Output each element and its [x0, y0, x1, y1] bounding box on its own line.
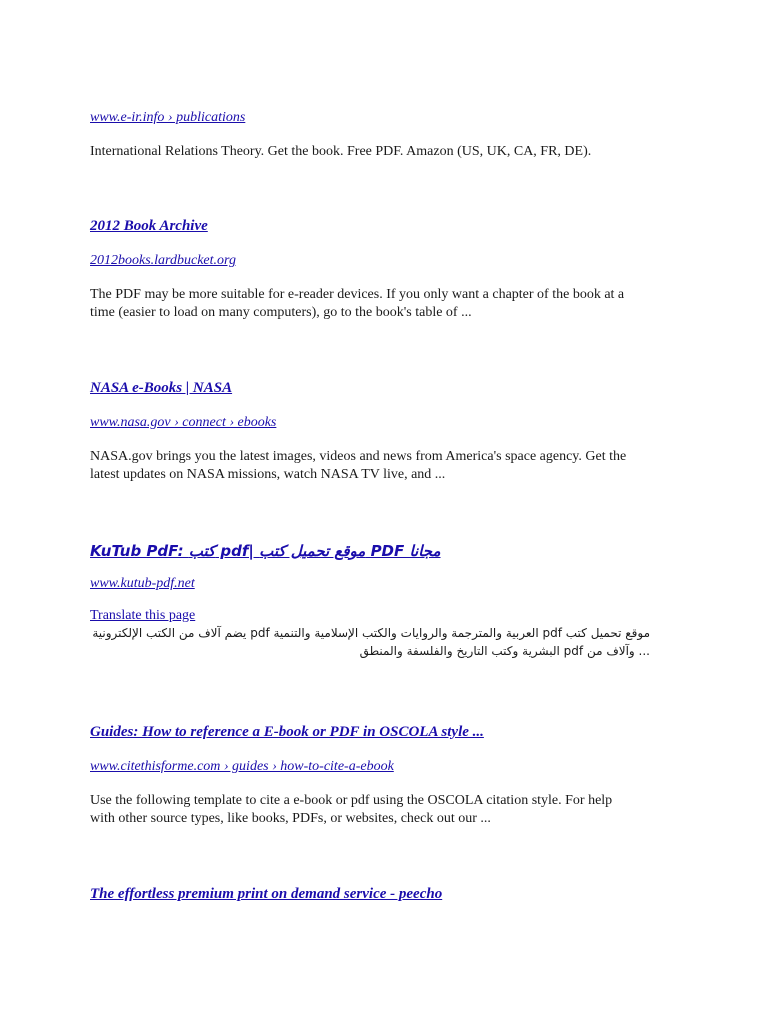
snippet-line: Use the following template to cite a e-book or pdf using the OSCOLA citation style. For help: [90, 793, 613, 808]
snippet-line: The PDF may be more suitable for e-reader devices. If you only want a chapter of the book at a: [90, 287, 625, 302]
result-snippet-arabic: [90, 624, 650, 660]
result-url[interactable]: www.e-ir.info › publications: [90, 110, 246, 125]
result-url[interactable]: www.nasa.gov › connect › ebooks: [90, 415, 277, 430]
snippet-line: موقع تحميل كتب pdf العربية والمترجمة والروايات والكتب الإسلامية والتنمية pdf يضم آلاف من الكتب الإلكترونية: [92, 626, 650, 640]
result-title-link[interactable]: KuTub PdF: كتب pdf| موقع تحميل كتب PDF مجانا: [90, 542, 441, 560]
result-snippet: [90, 448, 680, 484]
result-snippet: [90, 792, 680, 828]
result-url[interactable]: www.kutub-pdf.net: [90, 576, 195, 591]
snippet-line: time (easier to load on many computers), go to the book's table of ...: [90, 305, 472, 320]
snippet-line: ... وآلاف من pdf البشرية وكتب التاريخ والفلسفة والمنطق: [359, 644, 650, 658]
result-nasa-ebooks: [90, 380, 680, 484]
result-title-link[interactable]: Guides: How to reference a E-book or PDF in OSCOLA style ...: [90, 724, 484, 740]
result-title-link[interactable]: 2012 Book Archive: [90, 218, 208, 234]
result-snippet: International Relations Theory. Get the book. Free PDF. Amazon (US, UK, CA, FR, DE).: [90, 144, 592, 159]
result-kutub-pdf: [90, 542, 680, 660]
result-title-link[interactable]: NASA e-Books | NASA: [90, 380, 233, 396]
result-url[interactable]: www.citethisforme.com › guides › how-to-cite-a-ebook: [90, 759, 394, 774]
snippet-line: latest updates on NASA missions, watch NASA TV live, and ...: [90, 467, 446, 482]
result-citethisforme: [90, 724, 680, 828]
result-e-ir: [90, 110, 680, 161]
result-snippet: [90, 286, 680, 322]
result-url[interactable]: 2012books.lardbucket.org: [90, 253, 236, 268]
result-2012-book-archive: [90, 218, 680, 322]
result-peecho: [90, 886, 680, 903]
translate-this-page-link[interactable]: Translate this page: [90, 608, 196, 623]
result-title-link[interactable]: The effortless premium print on demand service - peecho: [90, 886, 443, 902]
snippet-line: NASA.gov brings you the latest images, videos and news from America's space agency. Get the: [90, 449, 627, 464]
snippet-line: with other source types, like books, PDFs, or websites, check out our ...: [90, 811, 491, 826]
